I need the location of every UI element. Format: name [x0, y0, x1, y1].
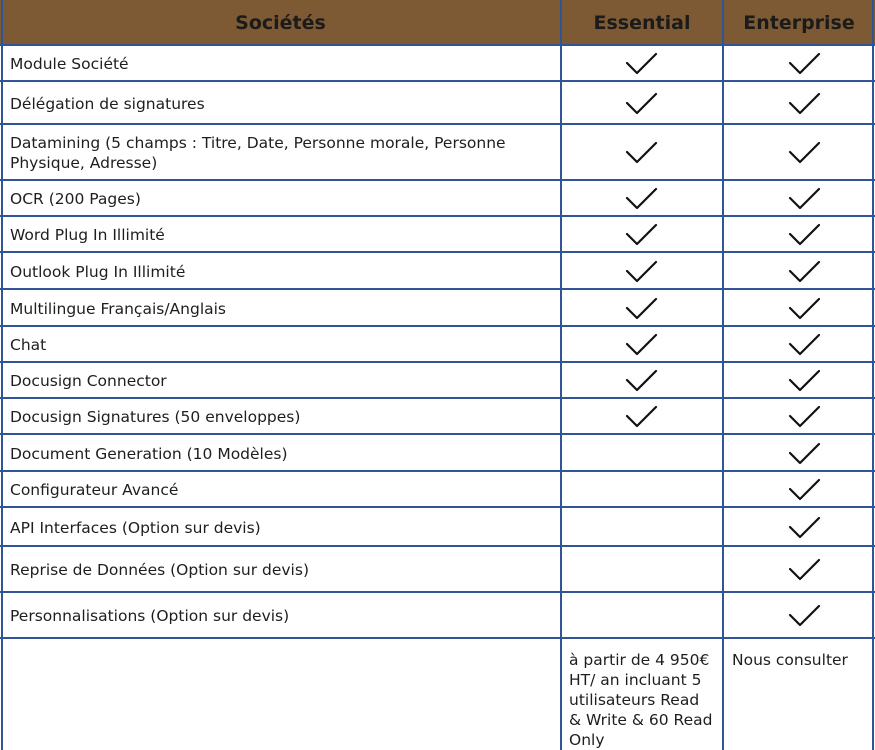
header-essential — [561, 0, 723, 45]
feature-label — [10, 444, 555, 464]
enterprise-check-icon — [788, 222, 822, 248]
header-enterprise-label: Enterprise — [743, 11, 855, 34]
row-divider — [0, 325, 875, 327]
enterprise-check-icon — [788, 368, 822, 394]
row-divider — [0, 179, 875, 181]
header-societes — [0, 0, 561, 45]
row-divider — [0, 123, 875, 125]
row-divider — [0, 251, 875, 253]
feature-label-line: Chat — [10, 336, 47, 354]
feature-label — [10, 480, 555, 500]
feature-label-line: Personnalisations (Option sur devis) — [10, 607, 290, 625]
header-enterprise — [723, 0, 875, 45]
feature-label-line: Configurateur Avancé — [10, 481, 179, 499]
feature-label — [10, 54, 555, 74]
column-divider — [1, 0, 3, 750]
feature-label — [10, 94, 555, 114]
feature-label-line: Outlook Plug In Illimité — [10, 262, 186, 281]
essential-check-icon — [625, 140, 659, 166]
essential-check-icon — [625, 404, 659, 430]
row-divider — [0, 506, 875, 508]
row-divider — [0, 215, 875, 217]
feature-label — [10, 606, 555, 626]
feature-label — [10, 407, 555, 427]
essential-price — [569, 650, 719, 750]
feature-label-line: Module Société — [10, 55, 129, 73]
feature-label — [10, 335, 555, 355]
feature-label-line: Docusign Connector — [10, 372, 167, 390]
feature-label-line: Word Plug In Illimité — [10, 226, 165, 244]
feature-label — [10, 518, 555, 538]
essential-price-line: HT/ an incluant 5 — [569, 671, 702, 689]
feature-label — [10, 560, 555, 580]
essential-check-icon — [625, 51, 659, 77]
essential-check-icon — [625, 368, 659, 394]
feature-label — [10, 371, 555, 391]
feature-label — [10, 299, 555, 319]
essential-price-line: à partir de 4 950€ — [569, 651, 710, 669]
row-divider — [0, 637, 875, 639]
enterprise-check-icon — [788, 404, 822, 430]
column-divider — [872, 0, 874, 750]
row-divider — [0, 433, 875, 435]
feature-label-line: Physique, Adresse) — [10, 154, 158, 172]
feature-label-line: OCR (200 Pages) — [10, 190, 141, 208]
essential-check-icon — [625, 332, 659, 358]
row-divider — [0, 80, 875, 82]
enterprise-check-icon — [788, 259, 822, 285]
feature-label — [10, 133, 555, 173]
essential-price-line: & Write & 60 Read — [569, 711, 713, 729]
row-divider — [0, 288, 875, 290]
feature-label — [10, 189, 555, 209]
row-divider — [0, 44, 875, 46]
feature-label-line: Délégation de signatures — [10, 94, 205, 113]
enterprise-check-icon — [788, 477, 822, 503]
enterprise-check-icon — [788, 332, 822, 358]
enterprise-check-icon — [788, 441, 822, 467]
feature-label-line: Datamining (5 champs : Titre, Date, Personne morale, Personne — [10, 134, 506, 152]
header-essential-label: Essential — [593, 11, 691, 34]
header-societes-label: Sociétés — [235, 11, 326, 34]
feature-label-line: Docusign Signatures (50 enveloppes) — [10, 408, 301, 426]
essential-check-icon — [625, 259, 659, 285]
row-divider — [0, 397, 875, 399]
feature-label-line: Multilingue Français/Anglais — [10, 299, 227, 318]
column-divider — [722, 0, 724, 750]
enterprise-check-icon — [788, 51, 822, 77]
enterprise-check-icon — [788, 296, 822, 322]
enterprise-check-icon — [788, 186, 822, 212]
enterprise-price-line: Nous consulter — [732, 651, 848, 669]
feature-label-line: Reprise de Données (Option sur devis) — [10, 561, 309, 579]
enterprise-check-icon — [788, 557, 822, 583]
feature-label-line: Document Generation (10 Modèles) — [10, 444, 288, 463]
row-divider — [0, 591, 875, 593]
essential-check-icon — [625, 296, 659, 322]
essential-price-line: Only — [569, 731, 605, 749]
essential-price-line: utilisateurs Read — [569, 691, 700, 709]
row-divider — [0, 545, 875, 547]
column-divider — [560, 0, 562, 750]
enterprise-check-icon — [788, 515, 822, 541]
essential-check-icon — [625, 91, 659, 117]
row-divider — [0, 470, 875, 472]
enterprise-check-icon — [788, 140, 822, 166]
feature-label — [10, 262, 555, 282]
feature-label — [10, 225, 555, 245]
feature-label-line: API Interfaces (Option sur devis) — [10, 518, 261, 537]
essential-check-icon — [625, 186, 659, 212]
enterprise-check-icon — [788, 91, 822, 117]
row-divider — [0, 361, 875, 363]
enterprise-check-icon — [788, 603, 822, 629]
enterprise-price — [732, 650, 872, 670]
essential-check-icon — [625, 222, 659, 248]
